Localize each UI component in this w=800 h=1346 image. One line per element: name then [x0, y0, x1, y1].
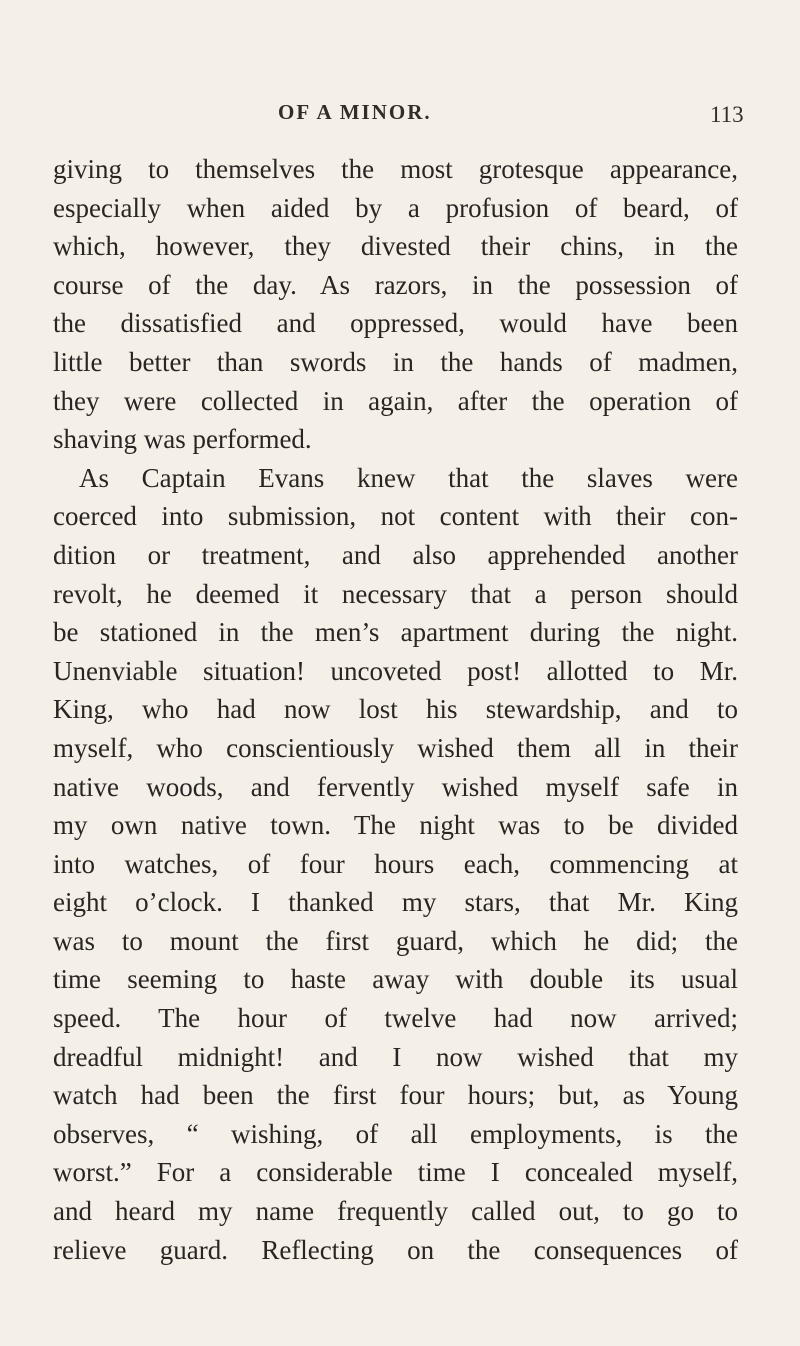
text-line: they were collected in again, after the operation of: [53, 385, 738, 416]
text-line: speed. The hour of twelve had now arrived;: [53, 1003, 738, 1034]
text-line: observes, “ wishing, of all employments, is the: [53, 1118, 738, 1149]
text-line: worst.” For a considerable time I concealed myself,: [53, 1157, 738, 1188]
text-line: especially when aided by a profusion of beard, of: [53, 192, 738, 223]
text-line: giving to themselves the most grotesque appearance,: [53, 154, 738, 184]
text-line: eight o’clock. I thanked my stars, that Mr. King: [53, 887, 738, 918]
text-line: shaving was performed.: [53, 424, 312, 455]
text-line: be stationed in the men’s apartment during the night.: [53, 617, 738, 648]
text-line: King, who had now lost his stewardship, and to: [53, 694, 738, 725]
text-line: was to mount the first guard, which he did; the: [53, 925, 738, 956]
text-line: Unenviable situation! uncoveted post! allotted to Mr.: [53, 655, 738, 686]
text-line: my own native town. The night was to be divided: [53, 810, 738, 841]
text-line: relieve guard. Reflecting on the consequences of: [53, 1234, 738, 1265]
text-line: native woods, and fervently wished myself safe in: [53, 771, 738, 802]
text-line: and heard my name frequently called out, to go to: [53, 1196, 738, 1227]
running-head: OF A MINOR.: [278, 100, 432, 124]
text-line: dition or treatment, and also apprehended another: [53, 539, 738, 570]
text-line: coerced into submission, not content with their con-: [53, 501, 738, 532]
text-line: watch had been the first four hours; but, as Young: [53, 1080, 738, 1111]
text-line: into watches, of four hours each, commencing at: [53, 848, 738, 879]
body-text: [53, 150, 738, 1269]
text-line: which, however, they divested their chins, in the: [53, 231, 738, 262]
text-line: little better than swords in the hands of madmen,: [53, 346, 738, 377]
text-line: dreadful midnight! and I now wished that my: [53, 1041, 738, 1072]
text-line: As Captain Evans knew that the slaves were: [79, 462, 738, 493]
text-line: myself, who conscientiously wished them all in their: [53, 732, 738, 763]
text-line: the dissatisfied and oppressed, would have been: [53, 308, 738, 339]
text-line: course of the day. As razors, in the possession of: [53, 269, 738, 300]
page-number: 113: [710, 102, 744, 127]
text-line: revolt, he deemed it necessary that a person should: [53, 578, 738, 609]
text-line: time seeming to haste away with double its usual: [53, 964, 738, 995]
